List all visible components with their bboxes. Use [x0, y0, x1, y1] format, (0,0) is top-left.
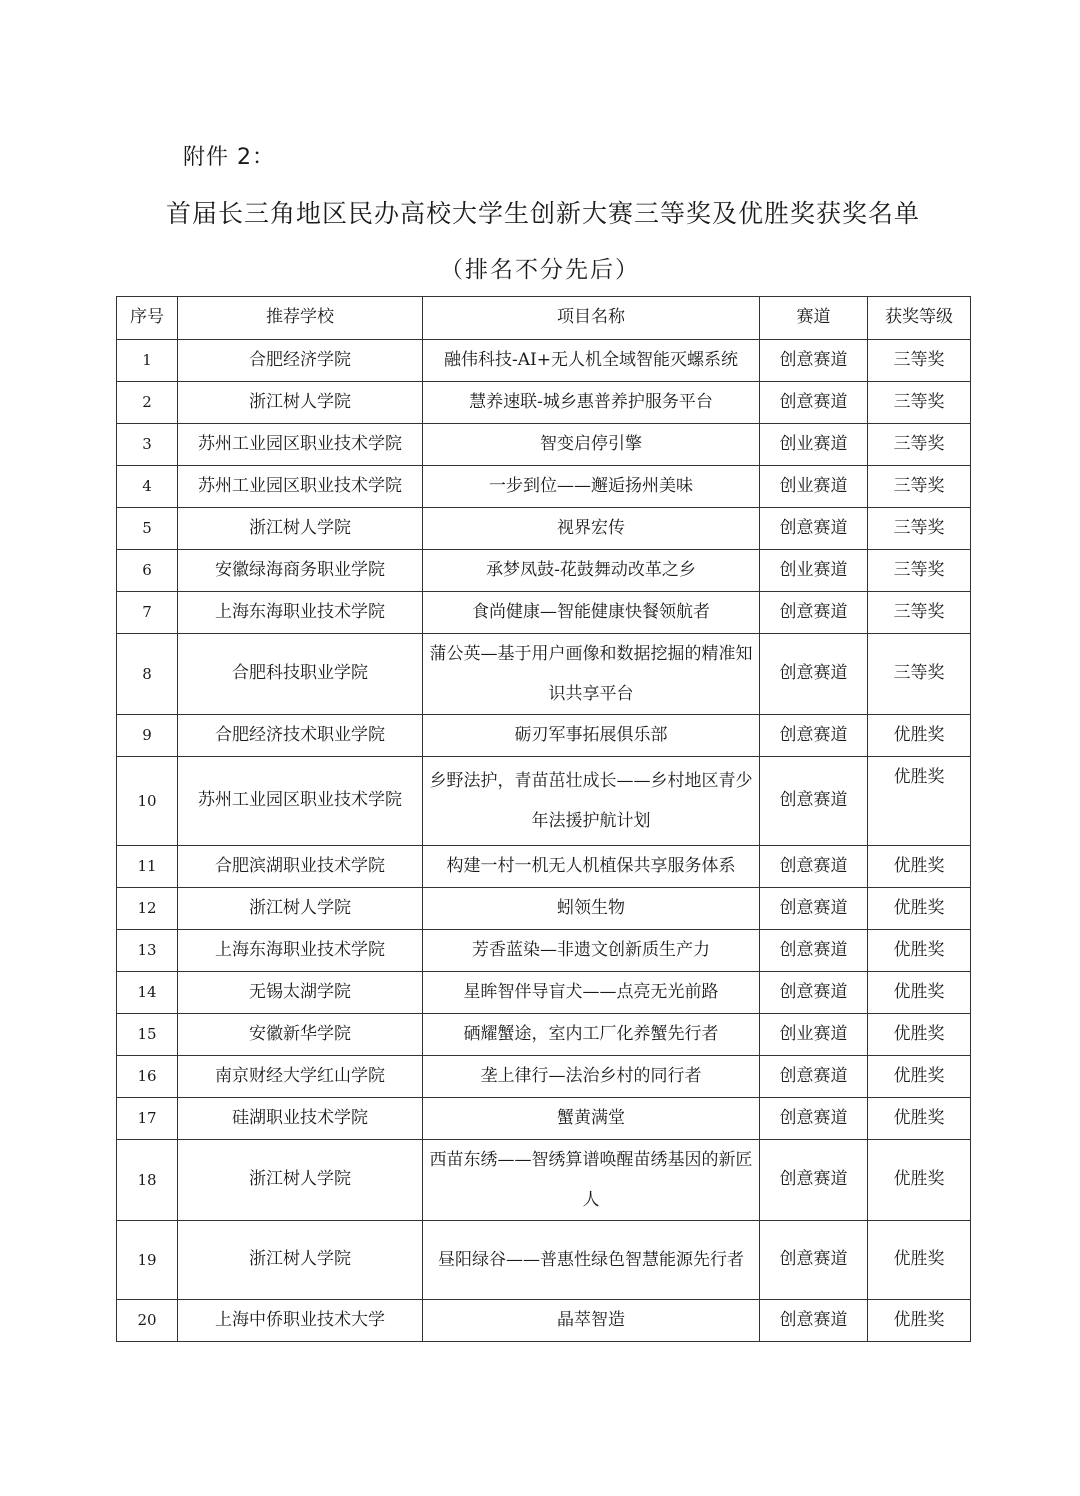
table-row [117, 715, 971, 757]
attachment-label: 附件 2： [183, 145, 275, 170]
row-award: 优胜奖 [868, 757, 971, 846]
row-project: 蚓领生物 [423, 888, 760, 930]
row-track: 创意赛道 [760, 1300, 868, 1342]
row-number: 7 [117, 592, 178, 634]
row-track: 创业赛道 [760, 424, 868, 466]
row-project: 智变启停引擎 [423, 424, 760, 466]
row-award: 三等奖 [868, 382, 971, 424]
column-header-school: 推荐学校 [178, 297, 423, 340]
table-row [117, 846, 971, 888]
row-track: 创意赛道 [760, 1221, 868, 1300]
row-project: 硒耀蟹途，室内工厂化养蟹先行者 [423, 1014, 760, 1056]
row-award: 三等奖 [868, 634, 971, 715]
row-number: 11 [117, 846, 178, 888]
row-number: 5 [117, 508, 178, 550]
row-number: 12 [117, 888, 178, 930]
row-track: 创意赛道 [760, 382, 868, 424]
row-project: 承梦凤鼓-花鼓舞动改革之乡 [423, 550, 760, 592]
table-row [117, 340, 971, 382]
row-school: 上海东海职业技术学院 [178, 592, 423, 634]
row-award: 优胜奖 [868, 930, 971, 972]
row-project: 蒲公英—基于用户画像和数据挖掘的精准知识共享平台 [423, 634, 760, 715]
row-track: 创意赛道 [760, 757, 868, 846]
row-track: 创意赛道 [760, 1098, 868, 1140]
row-award: 优胜奖 [868, 1140, 971, 1221]
row-number: 16 [117, 1056, 178, 1098]
table-header [117, 297, 971, 340]
row-number: 13 [117, 930, 178, 972]
table-row [117, 888, 971, 930]
row-school: 合肥科技职业学院 [178, 634, 423, 715]
row-number: 19 [117, 1221, 178, 1300]
table-row [117, 424, 971, 466]
row-project: 星眸智伴导盲犬——点亮无光前路 [423, 972, 760, 1014]
row-number: 1 [117, 340, 178, 382]
row-school: 合肥经济技术职业学院 [178, 715, 423, 757]
table-row [117, 592, 971, 634]
table-row [117, 930, 971, 972]
table-row [117, 550, 971, 592]
row-track: 创业赛道 [760, 550, 868, 592]
row-award: 三等奖 [868, 424, 971, 466]
table-row [117, 1300, 971, 1342]
column-header-track: 赛道 [760, 297, 868, 340]
row-school: 无锡太湖学院 [178, 972, 423, 1014]
row-award: 三等奖 [868, 508, 971, 550]
row-track: 创意赛道 [760, 930, 868, 972]
table-row [117, 382, 971, 424]
row-award: 优胜奖 [868, 1221, 971, 1300]
row-project: 视界宏传 [423, 508, 760, 550]
row-project: 一步到位——邂逅扬州美味 [423, 466, 760, 508]
row-school: 合肥滨湖职业技术学院 [178, 846, 423, 888]
row-project: 乡野法护，青苗茁壮成长——乡村地区青少年法援护航计划 [423, 757, 760, 846]
header-row [117, 297, 971, 340]
row-project: 砺刃军事拓展俱乐部 [423, 715, 760, 757]
row-school: 苏州工业园区职业技术学院 [178, 424, 423, 466]
row-award: 优胜奖 [868, 1056, 971, 1098]
column-header-project: 项目名称 [423, 297, 760, 340]
row-award: 三等奖 [868, 466, 971, 508]
row-award: 三等奖 [868, 592, 971, 634]
row-number: 18 [117, 1140, 178, 1221]
column-header-number: 序号 [117, 297, 178, 340]
row-school: 浙江树人学院 [178, 888, 423, 930]
row-track: 创业赛道 [760, 1014, 868, 1056]
row-school: 上海中侨职业技术大学 [178, 1300, 423, 1342]
row-number: 8 [117, 634, 178, 715]
row-project: 芳香蓝染—非遗文创新质生产力 [423, 930, 760, 972]
row-track: 创意赛道 [760, 972, 868, 1014]
row-award: 三等奖 [868, 550, 971, 592]
row-school: 安徽绿海商务职业学院 [178, 550, 423, 592]
table-row [117, 634, 971, 715]
row-number: 14 [117, 972, 178, 1014]
row-award: 优胜奖 [868, 972, 971, 1014]
row-track: 创意赛道 [760, 508, 868, 550]
table-row [117, 1098, 971, 1140]
row-number: 15 [117, 1014, 178, 1056]
row-project: 昼阳绿谷——普惠性绿色智慧能源先行者 [423, 1221, 760, 1300]
column-header-award: 获奖等级 [868, 297, 971, 340]
row-school: 浙江树人学院 [178, 508, 423, 550]
row-project: 构建一村一机无人机植保共享服务体系 [423, 846, 760, 888]
row-project: 晶萃智造 [423, 1300, 760, 1342]
row-track: 创意赛道 [760, 1140, 868, 1221]
row-award: 优胜奖 [868, 888, 971, 930]
document-subtitle: （排名不分先后） [440, 257, 640, 283]
row-track: 创意赛道 [760, 340, 868, 382]
document-title: 首届长三角地区民办高校大学生创新大赛三等奖及优胜奖获奖名单 [165, 199, 920, 228]
row-number: 2 [117, 382, 178, 424]
row-school: 安徽新华学院 [178, 1014, 423, 1056]
row-school: 苏州工业园区职业技术学院 [178, 466, 423, 508]
row-project: 垄上律行—法治乡村的同行者 [423, 1056, 760, 1098]
row-award: 三等奖 [868, 340, 971, 382]
award-table [116, 296, 971, 1342]
row-number: 17 [117, 1098, 178, 1140]
row-number: 3 [117, 424, 178, 466]
row-project: 融伟科技-AI+无人机全域智能灭螺系统 [423, 340, 760, 382]
row-award: 优胜奖 [868, 1014, 971, 1056]
table-row [117, 1014, 971, 1056]
row-school: 浙江树人学院 [178, 1140, 423, 1221]
row-number: 9 [117, 715, 178, 757]
row-project: 慧养速联-城乡惠普养护服务平台 [423, 382, 760, 424]
row-school: 浙江树人学院 [178, 382, 423, 424]
table-row [117, 972, 971, 1014]
row-number: 10 [117, 757, 178, 846]
row-number: 20 [117, 1300, 178, 1342]
table-row [117, 757, 971, 846]
row-school: 南京财经大学红山学院 [178, 1056, 423, 1098]
row-track: 创意赛道 [760, 715, 868, 757]
row-track: 创意赛道 [760, 592, 868, 634]
table-body [117, 340, 971, 1342]
row-school: 上海东海职业技术学院 [178, 930, 423, 972]
row-number: 6 [117, 550, 178, 592]
row-award: 优胜奖 [868, 1300, 971, 1342]
row-project: 蟹黄满堂 [423, 1098, 760, 1140]
row-track: 创意赛道 [760, 634, 868, 715]
row-school: 浙江树人学院 [178, 1221, 423, 1300]
row-award: 优胜奖 [868, 846, 971, 888]
row-track: 创业赛道 [760, 466, 868, 508]
row-school: 合肥经济学院 [178, 340, 423, 382]
row-project: 西苗东绣——智绣算谱唤醒苗绣基因的新匠人 [423, 1140, 760, 1221]
table-row [117, 508, 971, 550]
row-track: 创意赛道 [760, 846, 868, 888]
table-row [117, 1056, 971, 1098]
row-number: 4 [117, 466, 178, 508]
row-school: 硅湖职业技术学院 [178, 1098, 423, 1140]
row-project: 食尚健康—智能健康快餐领航者 [423, 592, 760, 634]
row-award: 优胜奖 [868, 715, 971, 757]
row-award: 优胜奖 [868, 1098, 971, 1140]
row-school: 苏州工业园区职业技术学院 [178, 757, 423, 846]
table-row [117, 466, 971, 508]
row-track: 创意赛道 [760, 888, 868, 930]
table-row [117, 1221, 971, 1300]
row-track: 创意赛道 [760, 1056, 868, 1098]
table-row [117, 1140, 971, 1221]
